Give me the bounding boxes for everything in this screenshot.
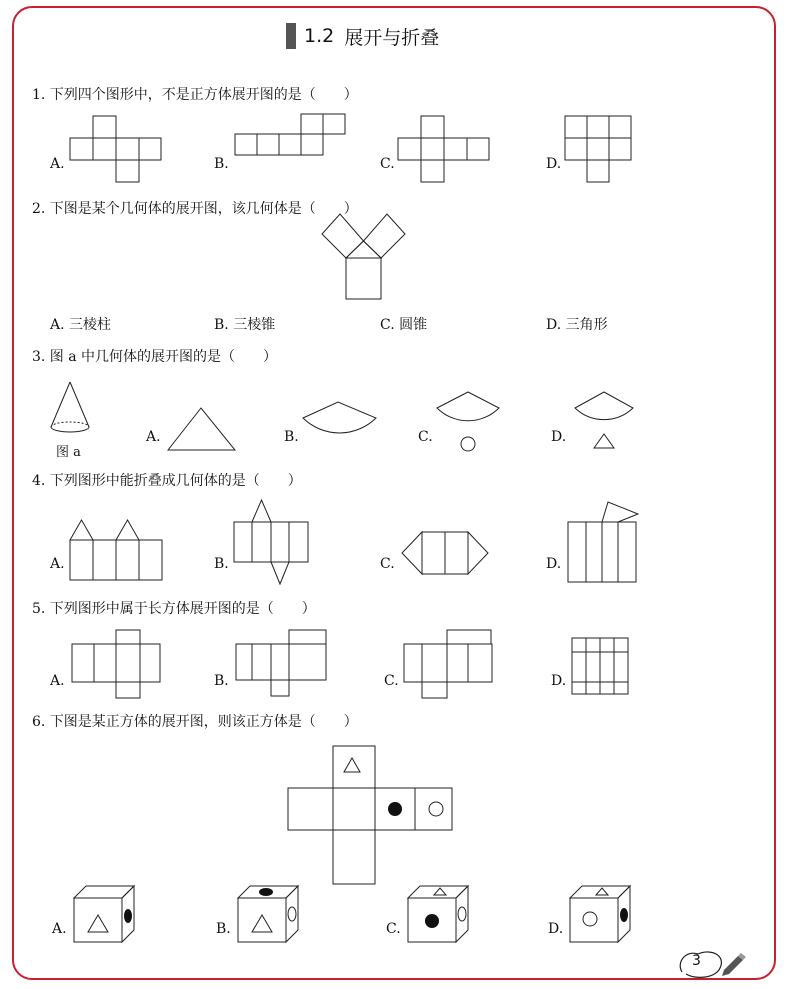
q3-option-b[interactable]: B. (284, 429, 299, 445)
q5-figure-a (70, 628, 162, 700)
pencil-icon (676, 944, 766, 984)
q3-figure-a (166, 400, 238, 452)
q6-cube-b (236, 884, 302, 944)
section-title (286, 20, 439, 52)
q4-option-b[interactable]: B. (214, 556, 229, 572)
q3-option-a[interactable]: A. (146, 429, 161, 445)
q1-option-d[interactable]: D. (546, 156, 562, 172)
question-4-stem: 4. 下列图形中能折叠成几何体的是（ ） (32, 473, 302, 489)
q1-option-b[interactable]: B. (214, 156, 229, 172)
q1-option-c[interactable]: C. (380, 156, 395, 172)
q4-figure-d (566, 500, 640, 586)
q6-cube-c (406, 884, 472, 944)
q1-figure-b (235, 114, 347, 176)
q6-option-c[interactable]: C. (386, 921, 401, 937)
q4-figure-a (70, 518, 162, 582)
q6-option-d[interactable]: D. (548, 921, 564, 937)
q4-figure-c (402, 530, 488, 576)
q2-net-figure (318, 214, 410, 304)
q5-option-a[interactable]: A. (50, 673, 65, 689)
page-number-badge (676, 944, 766, 984)
q3-figure-d (572, 390, 636, 452)
q1-figure-c (398, 116, 490, 186)
q5-option-b[interactable]: B. (214, 673, 229, 689)
q6-net-figure (286, 744, 456, 886)
q5-option-d[interactable]: D. (551, 673, 567, 689)
q3-figure-label: 图 a (56, 445, 81, 460)
section-heading: 展开与折叠 (344, 26, 440, 49)
q6-option-b[interactable]: B. (216, 921, 231, 937)
q1-figure-a (70, 116, 162, 186)
q5-option-c[interactable]: C. (384, 673, 399, 689)
question-6-stem: 6. 下图是某正方体的展开图，则该正方体是（ ） (32, 714, 358, 730)
question-2-stem: 2. 下图是某个几何体的展开图，该几何体是（ ） (32, 201, 358, 217)
q3-option-d[interactable]: D. (551, 429, 567, 445)
question-1-stem: 1. 下列四个图形中，不是正方体展开图的是（ ） (32, 87, 358, 103)
q5-figure-c (402, 628, 496, 700)
q5-figure-b (234, 628, 330, 698)
q2-option-d[interactable]: D. 三角形 (546, 317, 608, 333)
q3-cone-figure (46, 380, 96, 442)
question-3-stem: 3. 图 a 中几何体的展开图的是（ ） (32, 349, 278, 365)
q4-option-d[interactable]: D. (546, 556, 562, 572)
q4-figure-b (234, 498, 310, 588)
q4-option-c[interactable]: C. (380, 556, 395, 572)
q3-figure-c (434, 390, 502, 454)
q2-option-c[interactable]: C. 圆锥 (380, 317, 428, 333)
q6-cube-d (568, 884, 634, 944)
q3-figure-b (300, 400, 380, 450)
page-number: 3 (692, 953, 701, 969)
section-number: 1.2 (304, 25, 335, 47)
q2-option-a[interactable]: A. 三棱柱 (50, 317, 112, 333)
q1-figure-d (565, 116, 633, 186)
q3-option-c[interactable]: C. (418, 429, 433, 445)
title-bar-icon (286, 23, 296, 49)
q5-figure-d (570, 636, 632, 696)
q6-option-a[interactable]: A. (52, 921, 67, 937)
q6-cube-a (72, 884, 138, 944)
q1-option-a[interactable]: A. (50, 156, 65, 172)
question-5-stem: 5. 下列图形中属于长方体展开图的是（ ） (32, 601, 316, 617)
q4-option-a[interactable]: A. (50, 556, 65, 572)
q2-option-b[interactable]: B. 三棱锥 (214, 317, 276, 333)
